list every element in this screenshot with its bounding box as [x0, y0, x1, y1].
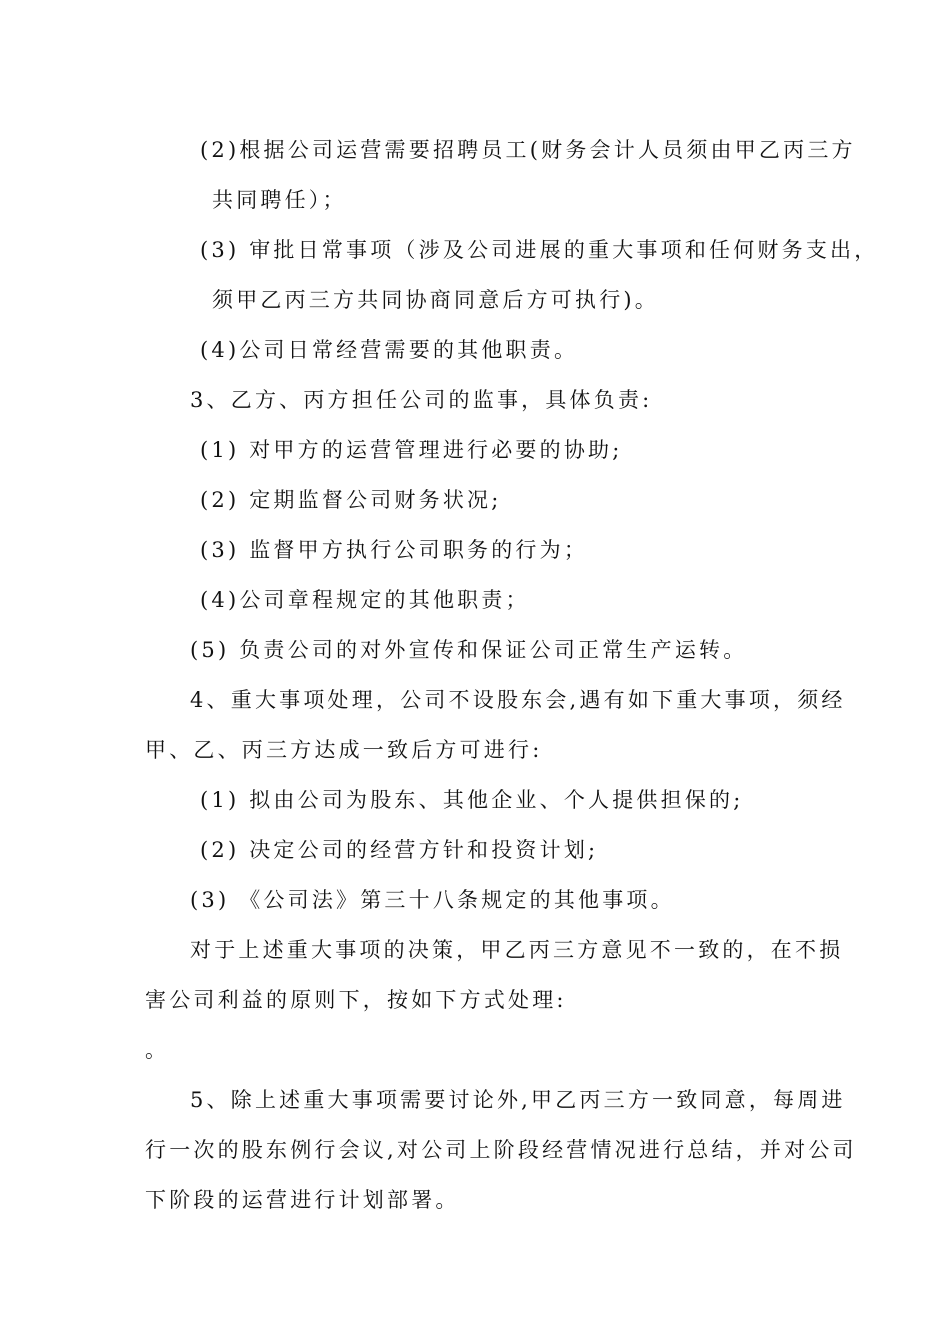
- text-line-16: (3) 《公司法》第三十八条规定的其他事项。: [190, 888, 675, 912]
- text-line-9: (3) 监督甲方执行公司职务的行为；: [200, 538, 589, 562]
- text-line-2: 共同聘任）；: [212, 188, 347, 212]
- text-line-21: 行一次的股东例行会议,对公司上阶段经营情况进行总结，并对公司: [145, 1138, 857, 1162]
- text-line-11: (5) 负责公司的对外宣传和保证公司正常生产运转。: [190, 638, 748, 662]
- text-line-13: 甲、乙、丙三方达成一致后方可进行:: [145, 738, 543, 762]
- text-line-7: (1) 对甲方的运营管理进行必要的协助;: [200, 438, 623, 462]
- text-line-5: (4)公司日常经营需要的其他职责。: [200, 338, 579, 362]
- text-line-19: 。: [145, 1038, 170, 1062]
- text-line-1: (2)根据公司运营需要招聘员工(财务会计人员须由甲乙丙三方: [200, 138, 856, 162]
- text-line-4: 须甲乙丙三方共同协商同意后方可执行)。: [212, 288, 659, 312]
- text-line-18: 害公司利益的原则下，按如下方式处理:: [145, 988, 567, 1012]
- text-line-20: 5、除上述重大事项需要讨论外,甲乙丙三方一致同意，每周进: [190, 1088, 846, 1112]
- text-line-10: (4)公司章程规定的其他职责；: [200, 588, 530, 612]
- text-line-8: (2) 定期监督公司财务状况;: [200, 488, 502, 512]
- text-line-12: 4、重大事项处理，公司不设股东会,遇有如下重大事项，须经: [190, 688, 846, 712]
- text-line-15: (2) 决定公司的经营方针和投资计划;: [200, 838, 599, 862]
- text-line-14: (1) 拟由公司为股东、其他企业、个人提供担保的;: [200, 788, 744, 812]
- text-line-22: 下阶段的运营进行计划部署。: [145, 1188, 460, 1212]
- text-line-3: (3) 审批日常事项（涉及公司进展的重大事项和任何财务支出，: [200, 238, 879, 262]
- text-line-17: 对于上述重大事项的决策，甲乙丙三方意见不一致的，在不损: [190, 938, 844, 962]
- text-line-6: 3、乙方、丙方担任公司的监事，具体负责:: [190, 388, 653, 412]
